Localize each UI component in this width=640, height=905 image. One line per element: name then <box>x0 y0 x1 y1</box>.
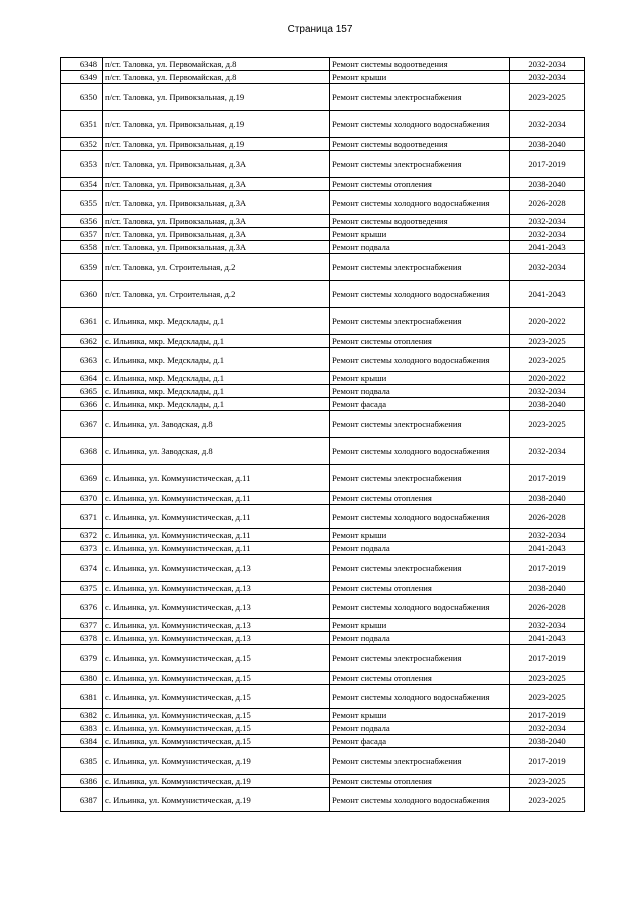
work-type-cell: Ремонт системы отопления <box>330 178 510 191</box>
table-row <box>61 348 585 372</box>
work-type-cell: Ремонт системы холодного водоснабжения <box>330 111 510 138</box>
table-row <box>61 241 585 254</box>
address-cell: п/ст. Таловка, ул. Строительная, д.2 <box>103 254 330 281</box>
period-cell: 2032-2034 <box>510 438 585 465</box>
address-cell: с. Ильинка, мкр. Медсклады, д.1 <box>103 335 330 348</box>
address-cell: п/ст. Таловка, ул. Привокзальная, д.3А <box>103 228 330 241</box>
period-cell: 2041-2043 <box>510 542 585 555</box>
work-type-cell: Ремонт подвала <box>330 722 510 735</box>
period-cell: 2032-2034 <box>510 529 585 542</box>
address-cell: с. Ильинка, ул. Коммунистическая, д.15 <box>103 709 330 722</box>
row-number-cell: 6382 <box>61 709 103 722</box>
row-number-cell: 6366 <box>61 398 103 411</box>
period-cell: 2032-2034 <box>510 215 585 228</box>
address-cell: с. Ильинка, мкр. Медсклады, д.1 <box>103 385 330 398</box>
table-row <box>61 529 585 542</box>
address-cell: с. Ильинка, ул. Коммунистическая, д.11 <box>103 505 330 529</box>
row-number-cell: 6370 <box>61 492 103 505</box>
row-number-cell: 6364 <box>61 372 103 385</box>
period-cell: 2032-2034 <box>510 722 585 735</box>
row-number-cell: 6387 <box>61 788 103 812</box>
period-cell: 2023-2025 <box>510 84 585 111</box>
address-cell: с. Ильинка, ул. Коммунистическая, д.11 <box>103 529 330 542</box>
period-cell: 2023-2025 <box>510 685 585 709</box>
address-cell: с. Ильинка, ул. Коммунистическая, д.11 <box>103 492 330 505</box>
work-type-cell: Ремонт крыши <box>330 71 510 84</box>
period-cell: 2032-2034 <box>510 111 585 138</box>
work-type-cell: Ремонт крыши <box>330 228 510 241</box>
table-row <box>61 228 585 241</box>
page-number-header: Страница 157 <box>287 24 353 35</box>
work-type-cell: Ремонт системы водоотведения <box>330 138 510 151</box>
row-number-cell: 6386 <box>61 775 103 788</box>
table-row <box>61 685 585 709</box>
row-number-cell: 6374 <box>61 555 103 582</box>
period-cell: 2023-2025 <box>510 411 585 438</box>
period-cell: 2038-2040 <box>510 178 585 191</box>
row-number-cell: 6377 <box>61 619 103 632</box>
table-row <box>61 335 585 348</box>
period-cell: 2020-2022 <box>510 372 585 385</box>
table-row <box>61 58 585 71</box>
table-row <box>61 281 585 308</box>
table-row <box>61 555 585 582</box>
address-cell: с. Ильинка, ул. Заводская, д.8 <box>103 438 330 465</box>
work-type-cell: Ремонт фасада <box>330 398 510 411</box>
work-type-cell: Ремонт системы холодного водоснабжения <box>330 685 510 709</box>
row-number-cell: 6379 <box>61 645 103 672</box>
table-row <box>61 632 585 645</box>
table-row <box>61 788 585 812</box>
address-cell: с. Ильинка, ул. Коммунистическая, д.15 <box>103 722 330 735</box>
period-cell: 2038-2040 <box>510 492 585 505</box>
work-type-cell: Ремонт системы электроснабжения <box>330 645 510 672</box>
period-cell: 2017-2019 <box>510 709 585 722</box>
period-cell: 2041-2043 <box>510 241 585 254</box>
table-row <box>61 465 585 492</box>
row-number-cell: 6381 <box>61 685 103 709</box>
work-type-cell: Ремонт системы электроснабжения <box>330 254 510 281</box>
address-cell: п/ст. Таловка, ул. Привокзальная, д.19 <box>103 138 330 151</box>
row-number-cell: 6376 <box>61 595 103 619</box>
work-type-cell: Ремонт системы отопления <box>330 672 510 685</box>
table-row <box>61 138 585 151</box>
row-number-cell: 6373 <box>61 542 103 555</box>
row-number-cell: 6350 <box>61 84 103 111</box>
period-cell: 2038-2040 <box>510 138 585 151</box>
table-row <box>61 308 585 335</box>
period-cell: 2038-2040 <box>510 398 585 411</box>
work-type-cell: Ремонт системы холодного водоснабжения <box>330 191 510 215</box>
period-cell: 2017-2019 <box>510 151 585 178</box>
address-cell: с. Ильинка, ул. Коммунистическая, д.11 <box>103 542 330 555</box>
address-cell: п/ст. Таловка, ул. Первомайская, д.8 <box>103 58 330 71</box>
row-number-cell: 6361 <box>61 308 103 335</box>
row-number-cell: 6362 <box>61 335 103 348</box>
work-type-cell: Ремонт крыши <box>330 372 510 385</box>
row-number-cell: 6378 <box>61 632 103 645</box>
work-type-cell: Ремонт системы электроснабжения <box>330 748 510 775</box>
row-number-cell: 6368 <box>61 438 103 465</box>
row-number-cell: 6375 <box>61 582 103 595</box>
table-row <box>61 735 585 748</box>
address-cell: с. Ильинка, ул. Коммунистическая, д.15 <box>103 672 330 685</box>
address-cell: с. Ильинка, мкр. Медсклады, д.1 <box>103 348 330 372</box>
period-cell: 2038-2040 <box>510 582 585 595</box>
address-cell: п/ст. Таловка, ул. Привокзальная, д.3А <box>103 215 330 228</box>
table-row <box>61 398 585 411</box>
period-cell: 2017-2019 <box>510 645 585 672</box>
address-cell: п/ст. Таловка, ул. Привокзальная, д.19 <box>103 111 330 138</box>
table-row <box>61 254 585 281</box>
work-type-cell: Ремонт системы отопления <box>330 335 510 348</box>
table-row <box>61 411 585 438</box>
table-row <box>61 672 585 685</box>
table-row <box>61 385 585 398</box>
address-cell: с. Ильинка, ул. Коммунистическая, д.19 <box>103 748 330 775</box>
period-cell: 2032-2034 <box>510 254 585 281</box>
period-cell: 2020-2022 <box>510 308 585 335</box>
period-cell: 2017-2019 <box>510 465 585 492</box>
row-number-cell: 6354 <box>61 178 103 191</box>
work-type-cell: Ремонт системы отопления <box>330 775 510 788</box>
work-type-cell: Ремонт системы электроснабжения <box>330 151 510 178</box>
table-row <box>61 619 585 632</box>
work-type-cell: Ремонт системы холодного водоснабжения <box>330 595 510 619</box>
table-row <box>61 595 585 619</box>
table-row <box>61 215 585 228</box>
address-cell: п/ст. Таловка, ул. Первомайская, д.8 <box>103 71 330 84</box>
work-type-cell: Ремонт системы электроснабжения <box>330 465 510 492</box>
work-type-cell: Ремонт системы электроснабжения <box>330 411 510 438</box>
work-type-cell: Ремонт системы водоотведения <box>330 215 510 228</box>
work-type-cell: Ремонт системы холодного водоснабжения <box>330 438 510 465</box>
period-cell: 2032-2034 <box>510 71 585 84</box>
period-cell: 2026-2028 <box>510 595 585 619</box>
row-number-cell: 6352 <box>61 138 103 151</box>
address-cell: с. Ильинка, ул. Коммунистическая, д.13 <box>103 595 330 619</box>
address-cell: с. Ильинка, ул. Коммунистическая, д.13 <box>103 555 330 582</box>
row-number-cell: 6380 <box>61 672 103 685</box>
table-row <box>61 775 585 788</box>
work-type-cell: Ремонт крыши <box>330 529 510 542</box>
period-cell: 2017-2019 <box>510 555 585 582</box>
table-row <box>61 71 585 84</box>
work-type-cell: Ремонт системы холодного водоснабжения <box>330 348 510 372</box>
work-type-cell: Ремонт крыши <box>330 619 510 632</box>
table-row <box>61 178 585 191</box>
address-cell: с. Ильинка, мкр. Медсклады, д.1 <box>103 372 330 385</box>
period-cell: 2032-2034 <box>510 228 585 241</box>
row-number-cell: 6357 <box>61 228 103 241</box>
address-cell: с. Ильинка, ул. Коммунистическая, д.13 <box>103 582 330 595</box>
table-body <box>61 58 585 812</box>
address-cell: п/ст. Таловка, ул. Привокзальная, д.3А <box>103 151 330 178</box>
address-cell: с. Ильинка, мкр. Медсклады, д.1 <box>103 308 330 335</box>
address-cell: с. Ильинка, ул. Коммунистическая, д.15 <box>103 685 330 709</box>
work-type-cell: Ремонт системы отопления <box>330 492 510 505</box>
address-cell: с. Ильинка, ул. Коммунистическая, д.13 <box>103 632 330 645</box>
row-number-cell: 6348 <box>61 58 103 71</box>
period-cell: 2041-2043 <box>510 632 585 645</box>
work-type-cell: Ремонт системы электроснабжения <box>330 308 510 335</box>
period-cell: 2026-2028 <box>510 191 585 215</box>
row-number-cell: 6385 <box>61 748 103 775</box>
table-row <box>61 372 585 385</box>
row-number-cell: 6383 <box>61 722 103 735</box>
period-cell: 2023-2025 <box>510 788 585 812</box>
address-cell: с. Ильинка, ул. Коммунистическая, д.19 <box>103 788 330 812</box>
row-number-cell: 6359 <box>61 254 103 281</box>
work-type-cell: Ремонт системы холодного водоснабжения <box>330 281 510 308</box>
work-type-cell: Ремонт системы электроснабжения <box>330 555 510 582</box>
work-type-cell: Ремонт системы холодного водоснабжения <box>330 505 510 529</box>
table-row <box>61 582 585 595</box>
repair-schedule-table <box>60 57 585 812</box>
row-number-cell: 6384 <box>61 735 103 748</box>
work-type-cell: Ремонт системы водоотведения <box>330 58 510 71</box>
work-type-cell: Ремонт крыши <box>330 709 510 722</box>
period-cell: 2023-2025 <box>510 775 585 788</box>
work-type-cell: Ремонт подвала <box>330 542 510 555</box>
work-type-cell: Ремонт подвала <box>330 241 510 254</box>
row-number-cell: 6356 <box>61 215 103 228</box>
address-cell: с. Ильинка, ул. Коммунистическая, д.19 <box>103 775 330 788</box>
address-cell: с. Ильинка, ул. Коммунистическая, д.13 <box>103 619 330 632</box>
table-row <box>61 438 585 465</box>
table-row <box>61 84 585 111</box>
period-cell: 2017-2019 <box>510 748 585 775</box>
work-type-cell: Ремонт фасада <box>330 735 510 748</box>
table-row <box>61 111 585 138</box>
table-row <box>61 191 585 215</box>
period-cell: 2023-2025 <box>510 335 585 348</box>
address-cell: п/ст. Таловка, ул. Привокзальная, д.3А <box>103 178 330 191</box>
row-number-cell: 6371 <box>61 505 103 529</box>
table-row <box>61 709 585 722</box>
row-number-cell: 6372 <box>61 529 103 542</box>
work-type-cell: Ремонт подвала <box>330 385 510 398</box>
period-cell: 2023-2025 <box>510 348 585 372</box>
work-type-cell: Ремонт системы отопления <box>330 582 510 595</box>
address-cell: с. Ильинка, мкр. Медсклады, д.1 <box>103 398 330 411</box>
address-cell: п/ст. Таловка, ул. Привокзальная, д.3А <box>103 191 330 215</box>
address-cell: с. Ильинка, ул. Коммунистическая, д.15 <box>103 735 330 748</box>
work-type-cell: Ремонт подвала <box>330 632 510 645</box>
row-number-cell: 6365 <box>61 385 103 398</box>
row-number-cell: 6353 <box>61 151 103 178</box>
period-cell: 2032-2034 <box>510 385 585 398</box>
period-cell: 2026-2028 <box>510 505 585 529</box>
period-cell: 2032-2034 <box>510 619 585 632</box>
work-type-cell: Ремонт системы электроснабжения <box>330 84 510 111</box>
row-number-cell: 6367 <box>61 411 103 438</box>
address-cell: с. Ильинка, ул. Заводская, д.8 <box>103 411 330 438</box>
table-row <box>61 748 585 775</box>
address-cell: с. Ильинка, ул. Коммунистическая, д.11 <box>103 465 330 492</box>
row-number-cell: 6355 <box>61 191 103 215</box>
address-cell: п/ст. Таловка, ул. Привокзальная, д.19 <box>103 84 330 111</box>
row-number-cell: 6351 <box>61 111 103 138</box>
period-cell: 2032-2034 <box>510 58 585 71</box>
row-number-cell: 6358 <box>61 241 103 254</box>
work-type-cell: Ремонт системы холодного водоснабжения <box>330 788 510 812</box>
row-number-cell: 6349 <box>61 71 103 84</box>
period-cell: 2023-2025 <box>510 672 585 685</box>
table-row <box>61 722 585 735</box>
address-cell: п/ст. Таловка, ул. Привокзальная, д.3А <box>103 241 330 254</box>
table-row <box>61 151 585 178</box>
address-cell: п/ст. Таловка, ул. Строительная, д.2 <box>103 281 330 308</box>
row-number-cell: 6363 <box>61 348 103 372</box>
table-row <box>61 645 585 672</box>
period-cell: 2038-2040 <box>510 735 585 748</box>
row-number-cell: 6369 <box>61 465 103 492</box>
row-number-cell: 6360 <box>61 281 103 308</box>
table-row <box>61 542 585 555</box>
period-cell: 2041-2043 <box>510 281 585 308</box>
table-row <box>61 492 585 505</box>
address-cell: с. Ильинка, ул. Коммунистическая, д.15 <box>103 645 330 672</box>
table-row <box>61 505 585 529</box>
